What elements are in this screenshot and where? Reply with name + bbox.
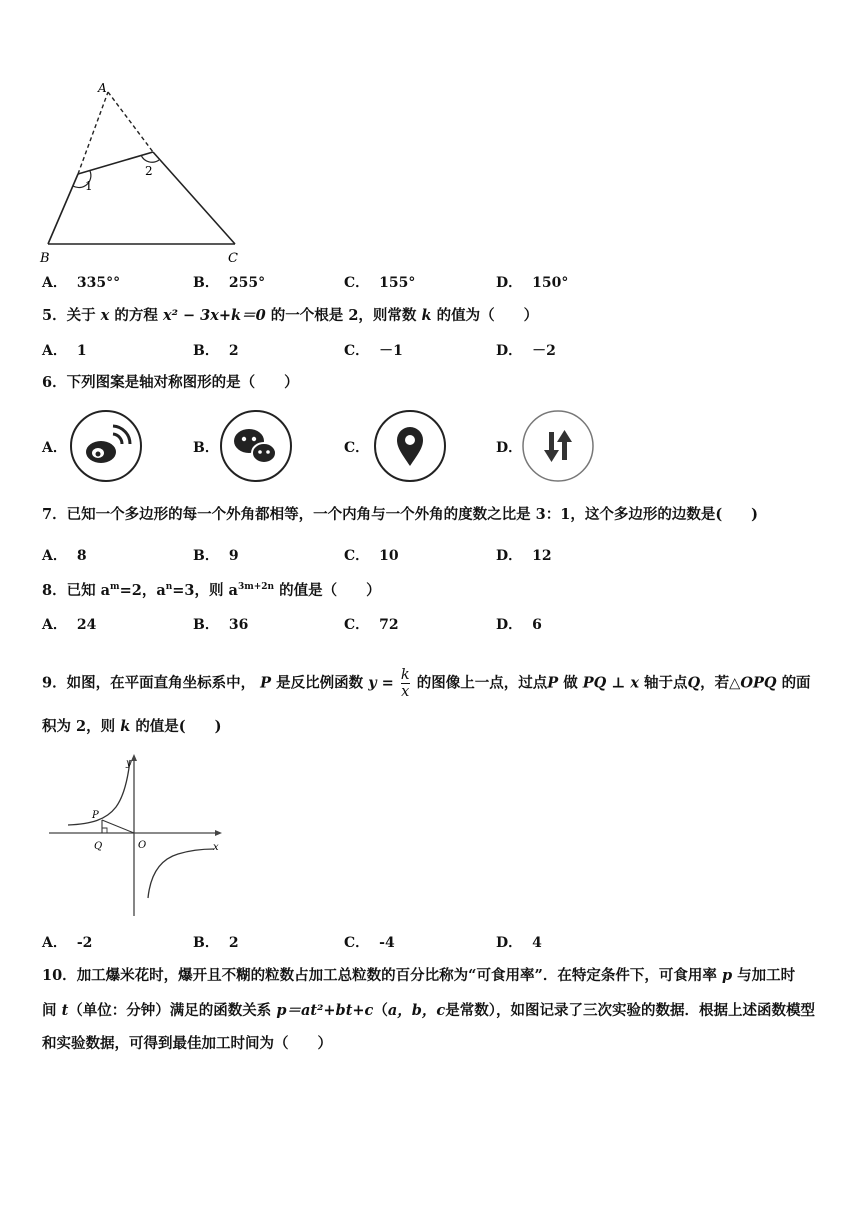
q7-option-d[interactable]: D． 12 xyxy=(496,548,552,564)
q7-option-c[interactable]: C． 10 xyxy=(344,548,399,564)
q5-option-d[interactable]: D． －2 xyxy=(496,343,556,359)
point-label-p: P xyxy=(92,810,99,821)
q4-option-a[interactable]: A． 335°° xyxy=(42,275,121,291)
q10-stem-line1: 10．加工爆米花时，爆开且不糊的粒数占加工总粒数的百分比称为“可食用率”．在特定条件下，可食用率 p 与加工时 xyxy=(42,967,796,984)
q5-stem: 5．关于 x 的方程 x² − 3x+k＝0 的一个根是 2，则常数 k 的值为（ ） xyxy=(42,307,539,324)
q5-option-a[interactable]: A． 1 xyxy=(42,343,87,359)
fraction-k-over-x: $\frac{k}{x}$ xyxy=(400,667,410,700)
vertex-label-a: A xyxy=(98,82,107,95)
point-label-q: Q xyxy=(94,841,103,852)
q9-stem-line1: 9．如图，在平面直角坐标系中， P 是反比例函数 y = $\frac{k}{x}$ 的图像上一点，过点P 做 PQ ⊥ x 轴于点Q，若△OPQ 的面 xyxy=(42,667,811,700)
hyperbola-figure xyxy=(46,752,226,922)
up-down-arrows-icon[interactable] xyxy=(520,408,596,484)
q5-option-b[interactable]: B． 2 xyxy=(193,343,239,359)
q7-stem: 7．已知一个多边形的每一个外角都相等，一个内角与一个外角的度数之比是 3：1，这个多边形的边数是( ) xyxy=(42,506,759,523)
q9-option-b[interactable]: B． 2 xyxy=(193,935,239,951)
angle-label-1: 1 xyxy=(85,179,93,193)
q6-option-d-label[interactable]: D． xyxy=(496,440,523,456)
q5-option-c[interactable]: C． －1 xyxy=(344,343,403,359)
origin-label-o: O xyxy=(138,840,147,851)
q7-option-b[interactable]: B． 9 xyxy=(193,548,239,564)
location-pin-icon[interactable] xyxy=(372,408,448,484)
weibo-icon[interactable] xyxy=(68,408,144,484)
wechat-icon[interactable] xyxy=(218,408,294,484)
q4-option-d[interactable]: D． 150° xyxy=(496,275,569,291)
q8-option-b[interactable]: B． 36 xyxy=(193,617,249,633)
q8-option-a[interactable]: A． 24 xyxy=(42,617,97,633)
q8-option-c[interactable]: C． 72 xyxy=(344,617,399,633)
q6-option-a-label[interactable]: A． xyxy=(42,440,67,456)
q6-option-c-label[interactable]: C． xyxy=(344,440,370,456)
axis-label-x: x xyxy=(213,842,219,853)
vertex-label-c: C xyxy=(228,251,238,266)
q8-option-d[interactable]: D． 6 xyxy=(496,617,542,633)
q4-option-c[interactable]: C． 155° xyxy=(344,275,416,291)
q4-option-b[interactable]: B． 255° xyxy=(193,275,266,291)
q9-option-a[interactable]: A． -2 xyxy=(42,935,93,951)
vertex-label-b: B xyxy=(40,251,50,266)
q6-stem: 6．下列图案是轴对称图形的是（ ） xyxy=(42,374,299,391)
q7-option-a[interactable]: A． 8 xyxy=(42,548,87,564)
q10-stem-line3: 和实验数据，可得到最佳加工时间为（ ） xyxy=(42,1035,332,1052)
axis-label-y: y xyxy=(126,758,132,769)
q10-stem-line2: 间 t（单位：分钟）满足的函数关系 p＝at²+bt+c（a，b，c是常数），如图记录了三次实验的数据．根据上述函数模型 xyxy=(42,1002,815,1019)
q9-stem-line2: 积为 2，则 k 的值是( ) xyxy=(42,718,222,735)
q6-option-b-label[interactable]: B． xyxy=(193,440,219,456)
angle-label-2: 2 xyxy=(145,164,153,178)
q8-stem: 8．已知 $a^m=2$，$a^n=3$，则 $a^{3m+2n}$ 的值是（ ） xyxy=(42,581,381,599)
triangle-figure xyxy=(38,82,248,267)
q9-option-c[interactable]: C． -4 xyxy=(344,935,395,951)
q9-option-d[interactable]: D． 4 xyxy=(496,935,542,951)
